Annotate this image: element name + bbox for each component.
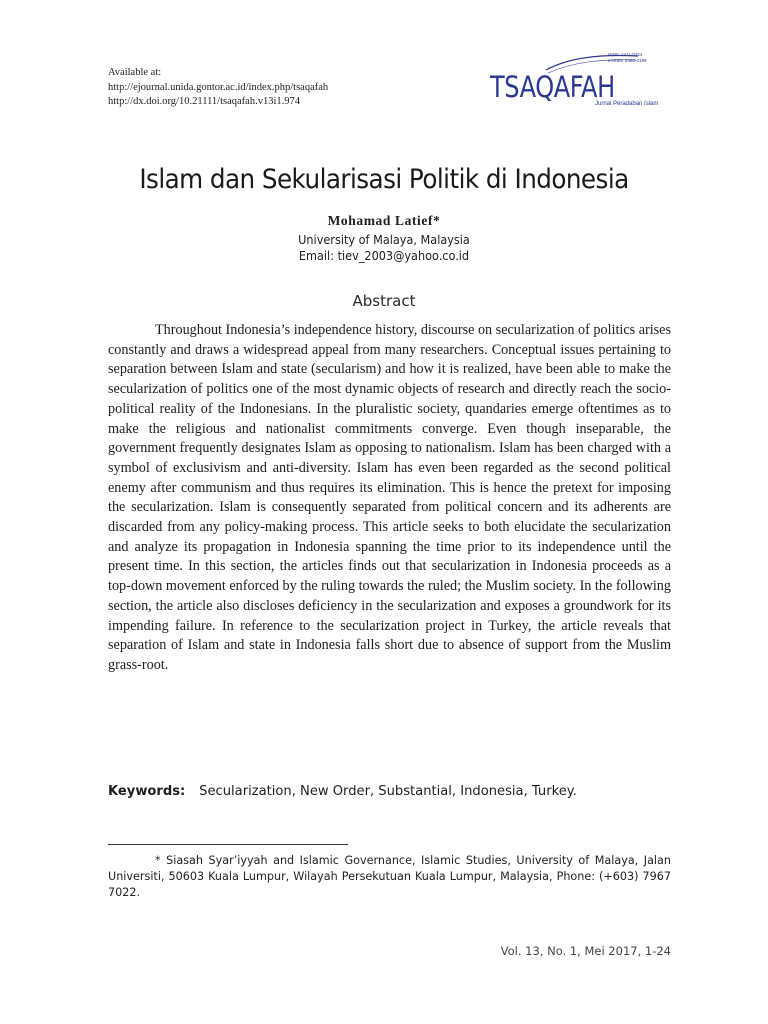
author-email: Email: tiev_2003@yahoo.co.id xyxy=(298,249,470,263)
footnote-divider xyxy=(108,844,348,845)
issn-print: ISSN: 1411-0334 xyxy=(608,52,643,57)
keywords-line xyxy=(108,783,661,799)
availability-header xyxy=(108,66,328,110)
article-title: Islam dan Sekularisasi Politik di Indonesia xyxy=(139,164,629,195)
doi-link[interactable]: http://dx.doi.org/10.21111/tsaqafah.v13i1.974 xyxy=(108,96,300,107)
journal-logo xyxy=(488,50,673,116)
logo-tagline: Jurnal Peradaban Islam xyxy=(595,101,659,107)
journal-citation: Vol. 13, No. 1, Mei 2017, 1-24 xyxy=(500,944,671,958)
available-label: Available at: xyxy=(108,67,162,78)
abstract-body: Throughout Indonesia’s independence history, discourse on secularization of politics arises constantly and draws a widespread appeal from many researchers. Conceptual issues pertaining to separation between Islam and state (secularism) and how it is realized, have been able to make the secularization of politics one of the most dynamic objects of research and directly reach the socio-political reality of the Indonesians. In the pluralistic society, quandaries emerge oftentimes as to make the religious and nationalist commitments converge. Even though inseparable, the government frequently designates Islam as opposing to nationalism. Islam has been charged with a symbol of exclusivism and anti-diversity. Islam has even been regarded as the second political enemy after communism and thus requires its elimination. This is hence the pretext for imposing the secularization. Islam is consequently separated from political concern and its adherents are discarded from any policy-making process. This article seeks to both elucidate the secularization and analyze its propagation in Indonesia spanning the time prior to its independence until the present time. In this section, the articles finds out that secularization in Indonesia proceeds as a top-down movement enforced by the ruling towards the ruled; the Muslim society. In the following section, the article also discloses deficiency in the secularization and exposes a groundwork for its impending failure. In reference to the secularization project in Turkey, the article reveals that separation of Islam and state in Indonesia falls short due to absence of support from the Muslim grass-root. xyxy=(108,322,671,673)
author-affiliation: University of Malaya, Malaysia xyxy=(298,233,470,247)
logo-issn xyxy=(608,52,647,63)
logo-wordmark: TSAQAFAH xyxy=(490,70,615,104)
journal-url-link[interactable]: http://ejournal.unida.gontor.ac.id/index.php/tsaqafah xyxy=(108,81,329,93)
author-name: Mohamad Latief* xyxy=(327,213,441,228)
author-footnote: * Siasah Syar’iyyah and Islamic Governance, Islamic Studies, University of Malaya, Jalan Universiti, 50603 Kuala Lumpur, Wilayah Persekutuan Kuala Lumpur, Malaysia, Phone: (+603) 7967 7022. xyxy=(108,854,671,899)
keywords-value: Secularization, New Order, Substantial, Indonesia, Turkey. xyxy=(199,783,577,799)
abstract-heading: Abstract xyxy=(352,292,416,310)
issn-electronic: e-ISSN: 2460-0199 xyxy=(608,57,647,63)
keywords-label: Keywords: xyxy=(108,783,186,799)
